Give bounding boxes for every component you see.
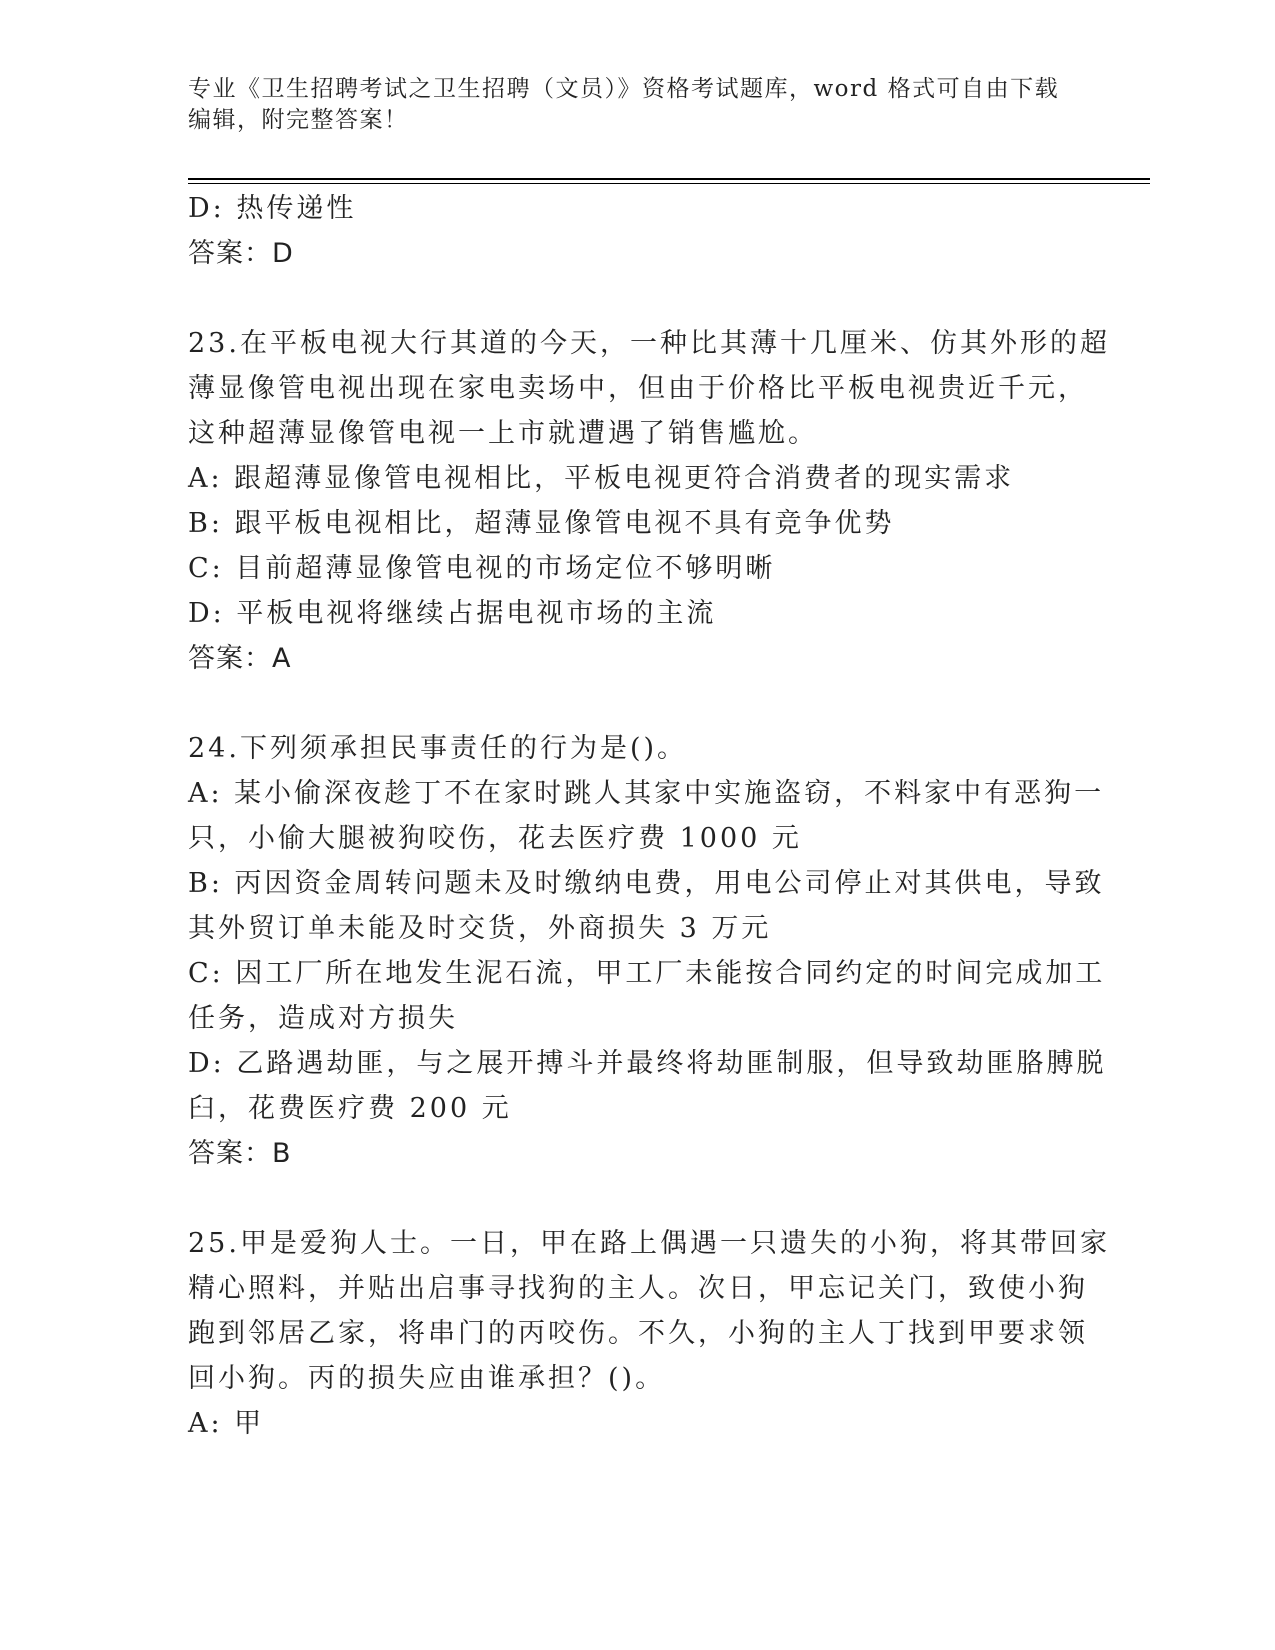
q23-option-b: B: 跟平板电视相比，超薄显像管电视不具有竞争优势: [188, 508, 895, 539]
header-divider-thin: [188, 183, 1150, 184]
q24-option-d: D: 乙路遇劫匪，与之展开搏斗并最终将劫匪制服，但导致劫匪胳膊脱: [188, 1048, 1107, 1079]
q24-option-d-cont: 臼，花费医疗费 200 元: [188, 1093, 512, 1124]
q24-option-c-cont: 任务，造成对方损失: [188, 1003, 458, 1034]
header-line-2: 编辑，附完整答案！: [188, 107, 409, 133]
spacer: [188, 1176, 1078, 1221]
q25-stem-line: 跑到邻居乙家，将串门的丙咬伤。不久，小狗的主人丁找到甲要求领: [188, 1318, 1088, 1349]
q24-option-a: A: 某小偷深夜趁丁不在家时跳人其家中实施盗窃，不料家中有恶狗一: [188, 778, 1105, 809]
prev-answer: 答案：D: [188, 238, 294, 269]
q25-stem-line: 25.甲是爱狗人士。一日，甲在路上偶遇一只遗失的小狗，将其带回家: [188, 1228, 1110, 1259]
q23-answer: 答案：A: [188, 643, 292, 674]
q23-stem-line: 薄显像管电视出现在家电卖场中，但由于价格比平板电视贵近千元，: [188, 373, 1088, 404]
q25-stem-line: 回小狗。丙的损失应由谁承担？()。: [188, 1363, 666, 1394]
q24-option-b-cont: 其外贸订单未能及时交货，外商损失 3 万元: [188, 913, 772, 944]
header-divider-thick: [188, 178, 1150, 180]
header-line-1: 专业《卫生招聘考试之卫生招聘（文员）》资格考试题库，word 格式可自由下载: [188, 76, 1060, 102]
q23-stem-line: 23.在平板电视大行其道的今天，一种比其薄十几厘米、仿其外形的超: [188, 328, 1110, 359]
page-header: [188, 74, 1068, 136]
q23-option-a: A: 跟超薄显像管电视相比，平板电视更符合消费者的现实需求: [188, 463, 1015, 494]
q25-option-a: A: 甲: [188, 1408, 265, 1439]
question-23: [188, 321, 1110, 681]
question-24: [188, 726, 1107, 1176]
q24-stem-line: 24.下列须承担民事责任的行为是()。: [188, 733, 688, 764]
q23-stem-line: 这种超薄显像管电视一上市就遭遇了销售尴尬。: [188, 418, 818, 449]
q23-option-d: D: 平板电视将继续占据电视市场的主流: [188, 598, 717, 629]
q25-stem-line: 精心照料，并贴出启事寻找狗的主人。次日，甲忘记关门，致使小狗: [188, 1273, 1088, 1304]
question-25: [188, 1221, 1110, 1446]
spacer: [188, 681, 1078, 726]
spacer: [188, 276, 1078, 321]
q24-option-c: C: 因工厂所在地发生泥石流，甲工厂未能按合同约定的时间完成加工: [188, 958, 1106, 989]
question-body: [188, 186, 1110, 1446]
q23-option-c: C: 目前超薄显像管电视的市场定位不够明晰: [188, 553, 776, 584]
q24-option-b: B: 丙因资金周转问题未及时缴纳电费，用电公司停止对其供电，导致: [188, 868, 1105, 899]
q24-answer: 答案：B: [188, 1138, 292, 1169]
q24-option-a-cont: 只，小偷大腿被狗咬伤，花去医疗费 1000 元: [188, 823, 802, 854]
prev-option-d: D: 热传递性: [188, 193, 357, 224]
